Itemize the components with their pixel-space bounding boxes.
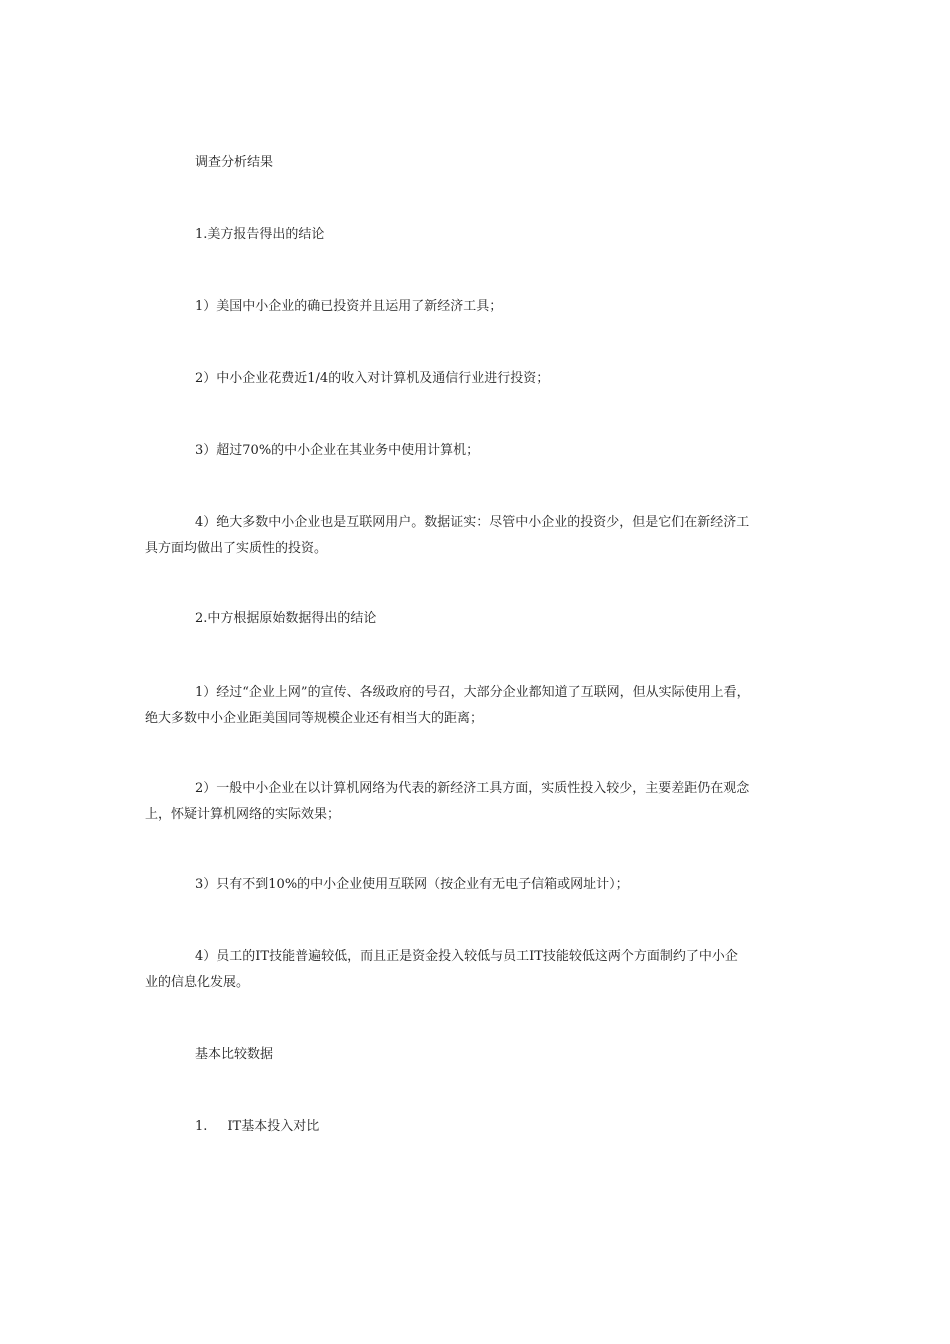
cn-item-1 bbox=[145, 680, 825, 732]
us-conclusions-title: 1.美方报告得出的结论 bbox=[195, 227, 325, 242]
us-item-4-line-1: 4）绝大多数中小企业也是互联网用户。数据证实：尽管中小企业的投资少，但是它们在新经济工 bbox=[195, 515, 750, 530]
us-item-3: 3）超过70%的中小企业在其业务中使用计算机； bbox=[195, 443, 480, 458]
heading-basic-comparison: 基本比较数据 bbox=[195, 1047, 274, 1062]
cn-item-4-line-2: 业的信息化发展。 bbox=[145, 975, 250, 990]
cn-item-1-line-1: 1）经过“企业上网”的宣传、各级政府的号召，大部分企业都知道了互联网，但从实际使用上看， bbox=[195, 685, 750, 700]
cn-item-2-line-1: 2）一般中小企业在以计算机网络为代表的新经济工具方面，实质性投入较少，主要差距仍在观念 bbox=[195, 781, 750, 796]
cn-item-3: 3）只有不到10%的中小企业使用互联网（按企业有无电子信箱或网址计）； bbox=[195, 877, 629, 892]
cn-item-2-line-2: 上，怀疑计算机网络的实际效果； bbox=[145, 807, 341, 822]
section-1-heading bbox=[195, 1114, 319, 1140]
cn-conclusions-title: 2.中方根据原始数据得出的结论 bbox=[195, 611, 377, 626]
section-1-number: 1. bbox=[195, 1119, 208, 1134]
cn-item-1-line-2: 绝大多数中小企业距美国同等规模企业还有相当大的距离； bbox=[145, 711, 484, 726]
cn-item-2 bbox=[145, 776, 825, 828]
us-item-1: 1）美国中小企业的确已投资并且运用了新经济工具； bbox=[195, 299, 503, 314]
cn-item-4 bbox=[145, 944, 825, 996]
us-item-2: 2）中小企业花费近1/4的收入对计算机及通信行业进行投资； bbox=[195, 371, 550, 386]
heading-results: 调查分析结果 bbox=[195, 155, 274, 170]
us-item-4 bbox=[145, 510, 825, 562]
us-item-4-line-2: 具方面均做出了实质性的投资。 bbox=[145, 541, 328, 556]
cn-item-4-line-1: 4）员工的IT技能普遍较低，而且正是资金投入较低与员工IT技能较低这两个方面制约了中小企 bbox=[195, 949, 738, 964]
section-1-title: IT基本投入对比 bbox=[227, 1119, 320, 1134]
